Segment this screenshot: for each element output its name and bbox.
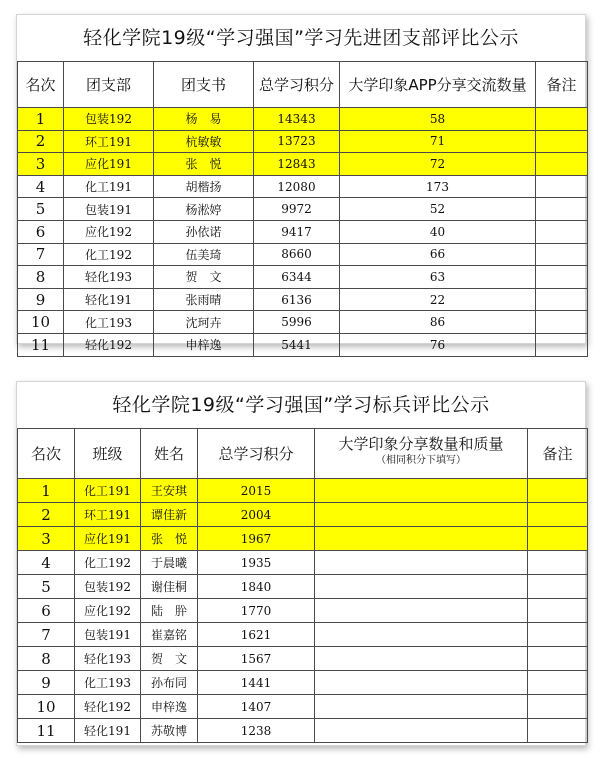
shares-cell	[315, 671, 528, 695]
branch-cell: 化工191	[64, 175, 154, 198]
branch-cell: 轻化193	[64, 266, 154, 289]
note-cell	[536, 266, 588, 289]
rank-cell: 2	[18, 130, 64, 153]
rank-cell: 1	[18, 108, 64, 131]
table-row	[18, 527, 588, 551]
header-note: 备注	[528, 429, 588, 479]
score-cell: 1840	[198, 575, 315, 599]
table-row	[18, 719, 588, 743]
secretary-cell: 孙依诺	[154, 220, 254, 243]
note-cell	[536, 333, 588, 356]
name-cell: 贺 文	[141, 647, 198, 671]
rank-cell: 5	[18, 198, 64, 221]
shares-cell: 66	[340, 243, 536, 266]
note-cell	[528, 647, 588, 671]
class-cell: 化工193	[75, 671, 141, 695]
score-cell: 2015	[198, 479, 315, 503]
score-cell: 8660	[254, 243, 340, 266]
table-row	[18, 266, 588, 289]
name-cell: 申梓逸	[141, 695, 198, 719]
shares-cell	[315, 647, 528, 671]
score-cell: 6344	[254, 266, 340, 289]
table-row	[18, 153, 588, 176]
class-cell: 轻化192	[75, 695, 141, 719]
shares-cell	[315, 623, 528, 647]
name-cell: 崔嘉铭	[141, 623, 198, 647]
score-cell: 14343	[254, 108, 340, 131]
note-cell	[528, 503, 588, 527]
shares-cell	[315, 719, 528, 743]
rank-cell: 3	[18, 527, 75, 551]
table-row	[18, 198, 588, 221]
note-cell	[528, 719, 588, 743]
score-cell: 9417	[254, 220, 340, 243]
table-row	[18, 695, 588, 719]
score-cell: 6136	[254, 288, 340, 311]
rank-cell: 10	[18, 311, 64, 334]
secretary-cell: 张 悦	[154, 153, 254, 176]
score-cell: 1935	[198, 551, 315, 575]
score-cell: 1567	[198, 647, 315, 671]
rank-cell: 9	[18, 288, 64, 311]
table-row	[18, 311, 588, 334]
shares-cell	[315, 479, 528, 503]
secretary-cell: 申梓逸	[154, 333, 254, 356]
rank-cell: 7	[18, 623, 75, 647]
secretary-cell: 胡楷扬	[154, 175, 254, 198]
header-rank: 名次	[18, 429, 75, 479]
note-cell	[536, 130, 588, 153]
score-cell: 1621	[198, 623, 315, 647]
shares-cell	[315, 575, 528, 599]
table-row	[18, 479, 588, 503]
shares-cell	[315, 695, 528, 719]
secretary-cell: 杨 易	[154, 108, 254, 131]
shares-cell	[315, 503, 528, 527]
branch-cell: 化工192	[64, 243, 154, 266]
note-cell	[536, 220, 588, 243]
branch-cell: 环工191	[64, 130, 154, 153]
note-cell	[528, 527, 588, 551]
class-cell: 轻化193	[75, 647, 141, 671]
rank-cell: 6	[18, 599, 75, 623]
shares-cell	[315, 599, 528, 623]
note-cell	[528, 695, 588, 719]
rank-cell: 8	[18, 266, 64, 289]
note-cell	[536, 198, 588, 221]
header-note: 备注	[536, 62, 588, 108]
branch-ranking-table	[17, 61, 588, 357]
score-cell: 1238	[198, 719, 315, 743]
shares-cell: 63	[340, 266, 536, 289]
header-shares: 大学印象APP分享交流数量	[340, 62, 536, 108]
rank-cell: 11	[18, 333, 64, 356]
table-row	[18, 575, 588, 599]
branch-cell: 轻化191	[64, 288, 154, 311]
class-cell: 化工192	[75, 551, 141, 575]
class-cell: 包装191	[75, 623, 141, 647]
table-row	[18, 551, 588, 575]
rank-cell: 10	[18, 695, 75, 719]
table-row	[18, 243, 588, 266]
class-cell: 环工191	[75, 503, 141, 527]
table-row	[18, 503, 588, 527]
note-cell	[536, 243, 588, 266]
score-cell: 13723	[254, 130, 340, 153]
individual-ranking-card	[16, 381, 586, 746]
note-cell	[528, 575, 588, 599]
name-cell: 孙布同	[141, 671, 198, 695]
secretary-cell: 杨淞婷	[154, 198, 254, 221]
shares-cell	[315, 527, 528, 551]
note-cell	[528, 599, 588, 623]
shares-cell: 58	[340, 108, 536, 131]
branch-ranking-card	[16, 14, 586, 354]
score-cell: 1770	[198, 599, 315, 623]
note-cell	[536, 175, 588, 198]
branch-cell: 化工193	[64, 311, 154, 334]
note-cell	[528, 479, 588, 503]
table-row	[18, 220, 588, 243]
class-cell: 应化192	[75, 599, 141, 623]
shares-cell: 76	[340, 333, 536, 356]
table-header-row	[18, 429, 588, 479]
rank-cell: 7	[18, 243, 64, 266]
name-cell: 王安琪	[141, 479, 198, 503]
class-cell: 化工191	[75, 479, 141, 503]
header-class: 班级	[75, 429, 141, 479]
note-cell	[528, 623, 588, 647]
rank-cell: 1	[18, 479, 75, 503]
score-cell: 12080	[254, 175, 340, 198]
secretary-cell: 沈珂卉	[154, 311, 254, 334]
shares-cell: 52	[340, 198, 536, 221]
note-cell	[536, 108, 588, 131]
table-header-row	[18, 62, 588, 108]
class-cell: 应化191	[75, 527, 141, 551]
note-cell	[528, 551, 588, 575]
shares-cell: 40	[340, 220, 536, 243]
note-cell	[536, 288, 588, 311]
rank-cell: 2	[18, 503, 75, 527]
name-cell: 陆 肸	[141, 599, 198, 623]
name-cell: 谭佳新	[141, 503, 198, 527]
shares-cell: 71	[340, 130, 536, 153]
shares-cell: 173	[340, 175, 536, 198]
rank-cell: 4	[18, 551, 75, 575]
header-score: 总学习积分	[198, 429, 315, 479]
class-cell: 包装192	[75, 575, 141, 599]
branch-cell: 应化192	[64, 220, 154, 243]
individual-ranking-table	[17, 428, 588, 743]
rank-cell: 6	[18, 220, 64, 243]
header-shares	[315, 429, 528, 479]
table-row	[18, 599, 588, 623]
note-cell	[528, 671, 588, 695]
name-cell: 于晨曦	[141, 551, 198, 575]
class-cell: 轻化191	[75, 719, 141, 743]
table-row	[18, 130, 588, 153]
table-row	[18, 623, 588, 647]
header-secretary: 团支书	[154, 62, 254, 108]
header-shares-label: 大学印象分享数量和质量	[338, 434, 504, 453]
name-cell: 张 悦	[141, 527, 198, 551]
header-score: 总学习积分	[254, 62, 340, 108]
shares-cell: 86	[340, 311, 536, 334]
name-cell: 苏敬博	[141, 719, 198, 743]
score-cell: 1407	[198, 695, 315, 719]
secretary-cell: 张雨晴	[154, 288, 254, 311]
rank-cell: 3	[18, 153, 64, 176]
table-row	[18, 108, 588, 131]
score-cell: 2004	[198, 503, 315, 527]
shares-cell	[315, 551, 528, 575]
note-cell	[536, 153, 588, 176]
branch-cell: 应化191	[64, 153, 154, 176]
name-cell: 谢佳桐	[141, 575, 198, 599]
header-branch: 团支部	[64, 62, 154, 108]
branch-cell: 包装191	[64, 198, 154, 221]
rank-cell: 5	[18, 575, 75, 599]
branch-cell: 轻化192	[64, 333, 154, 356]
rank-cell: 9	[18, 671, 75, 695]
rank-cell: 4	[18, 175, 64, 198]
secretary-cell: 杭敏敏	[154, 130, 254, 153]
header-shares-sub: （相同积分下填写）	[376, 454, 466, 466]
rank-cell: 8	[18, 647, 75, 671]
table-row	[18, 333, 588, 356]
individual-ranking-title: 轻化学院19级“学习强国”学习标兵评比公示	[112, 394, 490, 416]
secretary-cell: 伍美琦	[154, 243, 254, 266]
branch-ranking-title: 轻化学院19级“学习强国”学习先进团支部评比公示	[83, 27, 519, 49]
score-cell: 1967	[198, 527, 315, 551]
table-row	[18, 647, 588, 671]
score-cell: 9972	[254, 198, 340, 221]
score-cell: 5441	[254, 333, 340, 356]
table-row	[18, 671, 588, 695]
score-cell: 1441	[198, 671, 315, 695]
shares-cell: 72	[340, 153, 536, 176]
header-rank: 名次	[18, 62, 64, 108]
rank-cell: 11	[18, 719, 75, 743]
table-row	[18, 288, 588, 311]
note-cell	[536, 311, 588, 334]
score-cell: 5996	[254, 311, 340, 334]
score-cell: 12843	[254, 153, 340, 176]
shares-cell: 22	[340, 288, 536, 311]
table-row	[18, 175, 588, 198]
secretary-cell: 贺 文	[154, 266, 254, 289]
header-name: 姓名	[141, 429, 198, 479]
branch-cell: 包装192	[64, 108, 154, 131]
